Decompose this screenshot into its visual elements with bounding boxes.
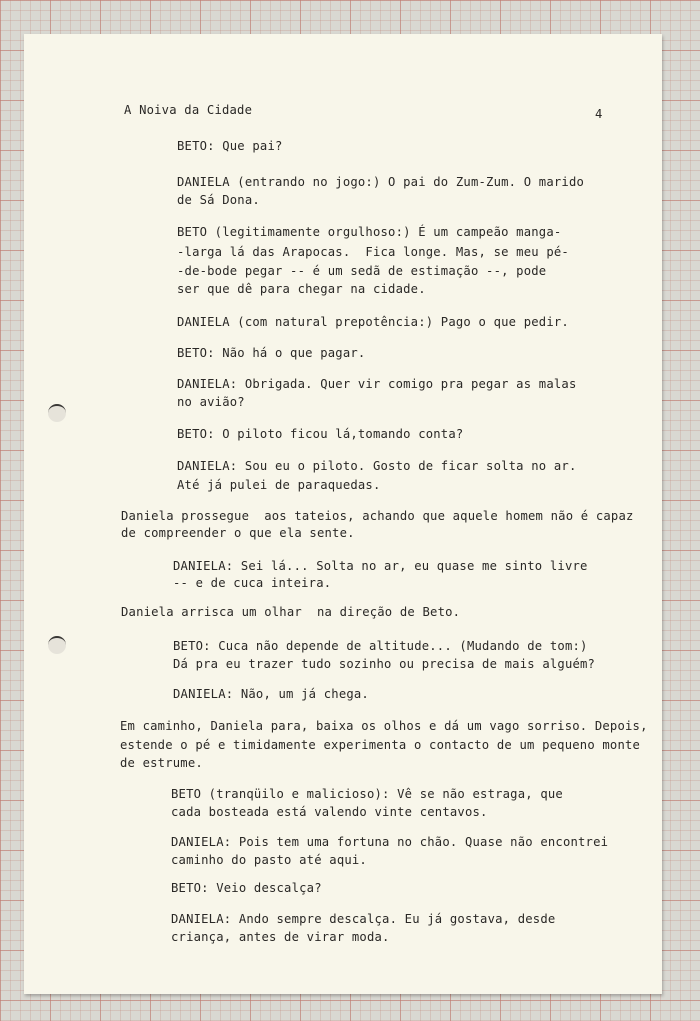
dialogue-line: Dá pra eu trazer tudo sozinho ou precisa de mais alguém? <box>173 657 596 671</box>
dialogue-line: -larga lá das Arapocas. Fica longe. Mas, se meu pé- <box>177 245 569 259</box>
stage-direction-line: Daniela arrisca um olhar na direção de Beto. <box>121 605 461 619</box>
dialogue-line: -de-bode pegar -- é um sedã de estimação --, pode <box>177 264 547 278</box>
dialogue-line: BETO: Cuca não depende de altitude... (Mudando de tom:) <box>173 639 588 653</box>
dialogue-line: no avião? <box>177 395 245 409</box>
dialogue-line: de Sá Dona. <box>177 193 260 207</box>
page-number: 4 <box>595 107 603 121</box>
dialogue-line: DANIELA: Sou eu o piloto. Gosto de ficar solta no ar. <box>177 459 577 473</box>
page-header-title: A Noiva da Cidade <box>124 103 253 117</box>
punch-hole-bottom <box>48 636 66 654</box>
dialogue-line: BETO (legitimamente orgulhoso:) É um campeão manga- <box>177 225 562 239</box>
dialogue-line: cada bosteada está valendo vinte centavos. <box>171 805 488 819</box>
dialogue-line: DANIELA: Não, um já chega. <box>173 687 369 701</box>
stage-direction-line: Em caminho, Daniela para, baixa os olhos e dá um vago sorriso. Depois, <box>120 719 648 733</box>
stage-direction-line: de compreender o que ela sente. <box>121 526 355 540</box>
dialogue-line: DANIELA: Obrigada. Quer vir comigo pra pegar as malas <box>177 377 577 391</box>
stage-direction-line: Daniela prossegue aos tateios, achando que aquele homem não é capaz <box>121 509 634 523</box>
dialogue-line: DANIELA: Ando sempre descalça. Eu já gostava, desde <box>171 912 556 926</box>
dialogue-line: BETO (tranqüilo e malicioso): Vê se não estraga, que <box>171 787 563 801</box>
dialogue-line: caminho do pasto até aqui. <box>171 853 367 867</box>
dialogue-line: -- e de cuca inteira. <box>173 576 332 590</box>
dialogue-line: DANIELA (com natural prepotência:) Pago o que pedir. <box>177 315 569 329</box>
dialogue-line: BETO: Não há o que pagar. <box>177 346 366 360</box>
dialogue-line: BETO: O piloto ficou lá,tomando conta? <box>177 427 464 441</box>
dialogue-line: DANIELA: Pois tem uma fortuna no chão. Quase não encontrei <box>171 835 609 849</box>
typewritten-page <box>24 34 662 994</box>
dialogue-line: DANIELA: Sei lá... Solta no ar, eu quase me sinto livre <box>173 559 588 573</box>
punch-hole-top <box>48 404 66 422</box>
dialogue-line: criança, antes de virar moda. <box>171 930 390 944</box>
stage-direction-line: estende o pé e timidamente experimenta o contacto de um pequeno monte <box>120 738 641 752</box>
dialogue-line: DANIELA (entrando no jogo:) O pai do Zum-Zum. O marido <box>177 175 585 189</box>
dialogue-line: Até já pulei de paraquedas. <box>177 478 381 492</box>
dialogue-line: BETO: Que pai? <box>177 139 283 153</box>
dialogue-line: BETO: Veio descalça? <box>171 881 322 895</box>
dialogue-line: ser que dê para chegar na cidade. <box>177 282 426 296</box>
stage-direction-line: de estrume. <box>120 756 203 770</box>
